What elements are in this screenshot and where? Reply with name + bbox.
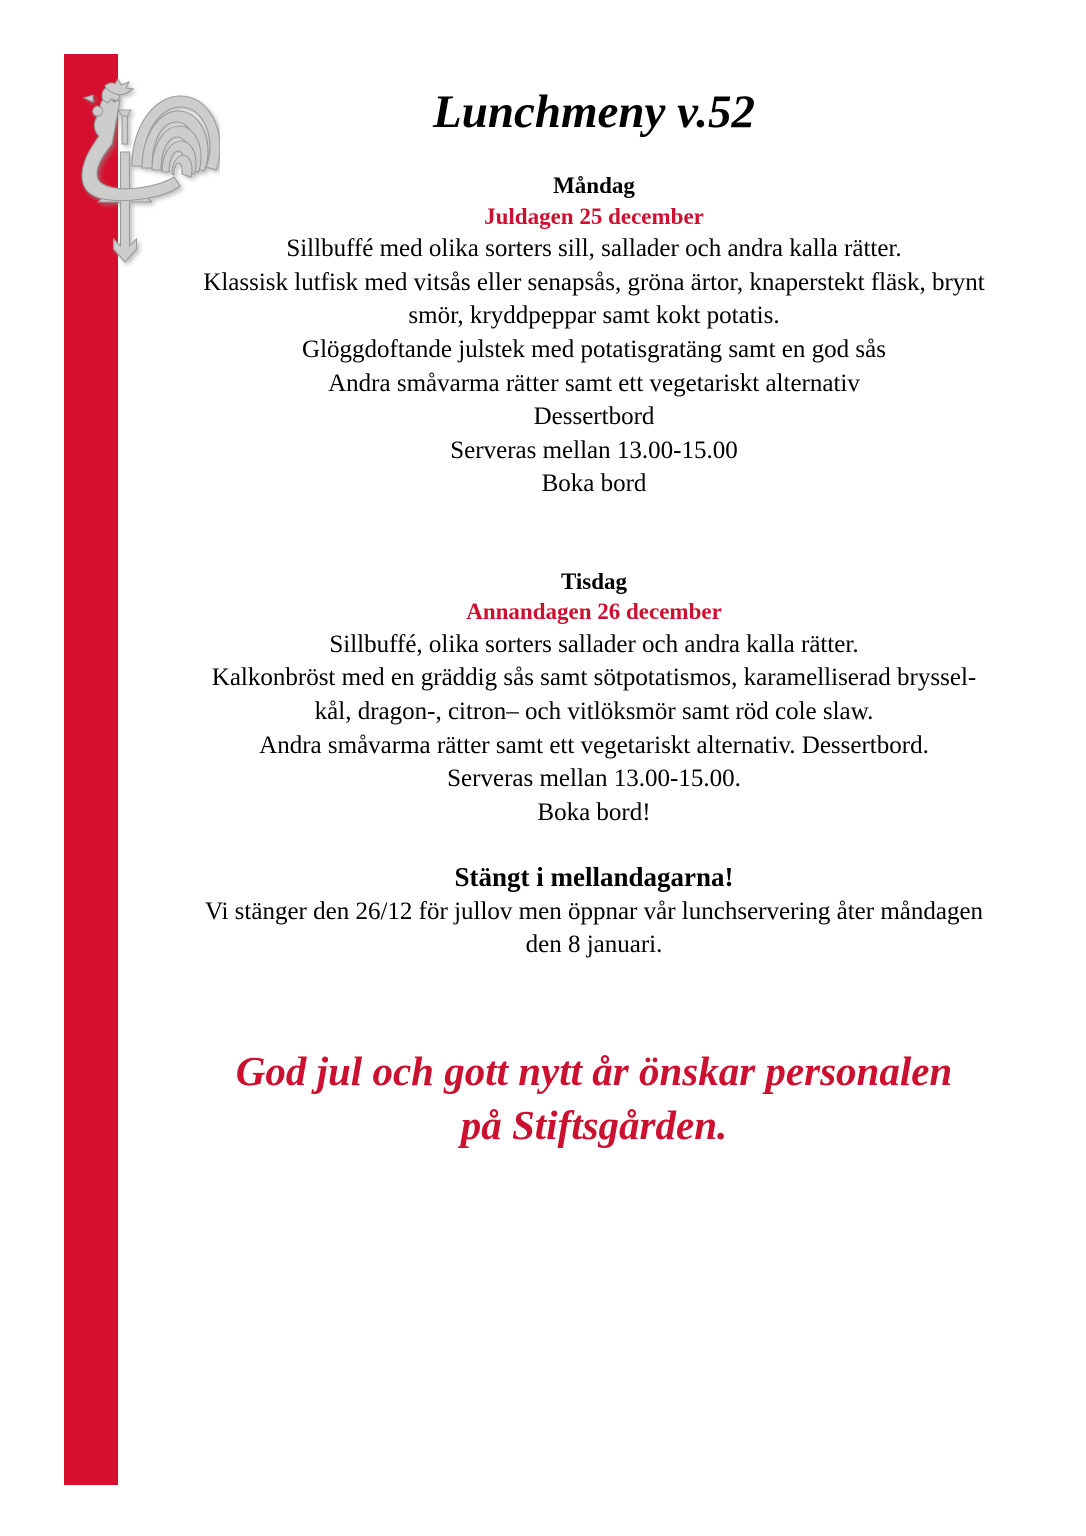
closing-notice-heading: Stängt i mellandagarna! — [454, 861, 734, 892]
page-title: Lunchmeny v.52 — [432, 86, 756, 138]
day-weekday-monday: Måndag — [553, 173, 635, 199]
menu-line: Andra småvarma rätter samt ett vegetariskt alternativ. Dessertbord. — [259, 731, 929, 759]
notice-line: den 8 januari. — [525, 931, 663, 959]
section-spacer — [158, 501, 1030, 533]
menu-lines-monday — [158, 232, 1030, 501]
menu-line: Kalkonbröst med en gräddig sås samt sötpotatismos, karamelliserad bryssel- — [211, 664, 977, 692]
menu-content — [158, 0, 1030, 1153]
menu-line: kål, dragon-, citron– och vitlöksmör samt röd cole slaw. — [314, 698, 874, 726]
holiday-greeting-lines — [158, 1044, 1030, 1153]
menu-line: Andra småvarma rätter samt ett vegetariskt alternativ — [328, 369, 860, 397]
day-block-tuesday — [158, 533, 1030, 829]
menu-line: Boka bord! — [537, 798, 651, 826]
menu-lines-tuesday — [158, 628, 1030, 830]
day-date-tuesday: Annandagen 26 december — [466, 599, 722, 625]
red-vertical-bar — [64, 54, 118, 1485]
menu-line: Serveras mellan 13.00-15.00 — [450, 436, 738, 464]
menu-line: Dessertbord — [533, 403, 655, 431]
greeting-line: God jul och gott nytt år önskar personalen — [235, 1047, 953, 1094]
menu-line: smör, kryddpeppar samt kokt potatis. — [408, 302, 780, 330]
day-weekday-tuesday: Tisdag — [560, 569, 628, 595]
menu-line: Sillbuffé, olika sorters sallader och andra kalla rätter. — [329, 630, 859, 658]
menu-line: Serveras mellan 13.00-15.00. — [447, 765, 741, 793]
closing-notice-lines — [158, 895, 1030, 962]
holiday-greeting — [158, 962, 1030, 1153]
menu-line: Klassisk lutfisk med vitsås eller senapsås, gröna ärtor, knaperstekt fläsk, brynt — [203, 268, 985, 296]
notice-line: Vi stänger den 26/12 för jullov men öppnar vår lunchservering åter måndagen — [204, 897, 984, 925]
greeting-line: på Stiftsgården. — [460, 1102, 728, 1149]
day-block-monday — [158, 137, 1030, 501]
menu-line: Boka bord — [541, 470, 647, 498]
menu-line: Glöggdoftande julstek med potatisgratäng samt en god sås — [302, 335, 886, 363]
menu-line: Sillbuffé med olika sorters sill, sallader och andra kalla rätter. — [286, 235, 902, 263]
day-date-monday: Juldagen 25 december — [484, 203, 704, 229]
closing-notice — [158, 830, 1030, 962]
